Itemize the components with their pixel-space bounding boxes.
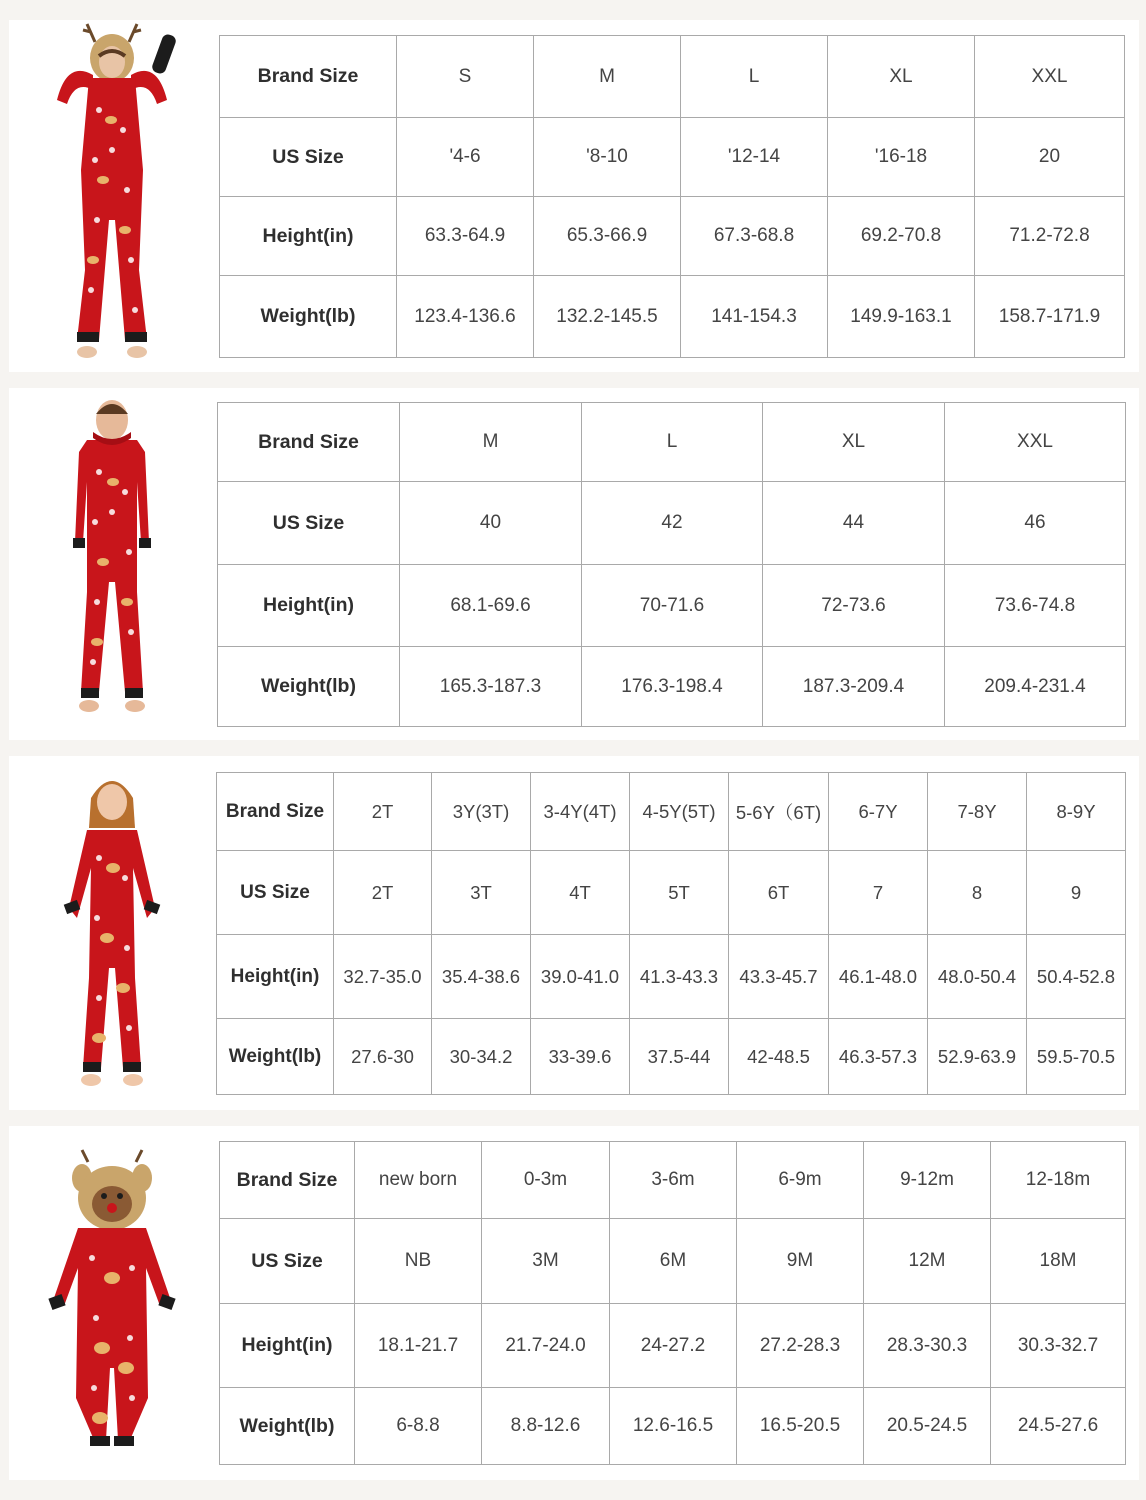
table-cell: S [397, 36, 534, 118]
row-label: US Size [217, 851, 334, 935]
girl-reindeer-onesie-image [9, 756, 214, 1110]
table-cell: 63.3-64.9 [397, 197, 534, 276]
brand-size-row [217, 773, 1126, 851]
brand-size-row [220, 1142, 1126, 1219]
table-cell: 12M [864, 1219, 991, 1304]
table-cell: 141-154.3 [681, 276, 828, 358]
row-label: Height(in) [220, 1304, 355, 1388]
table-cell: 44 [763, 482, 945, 565]
table-cell: 6-9m [737, 1142, 864, 1219]
table-cell: 24-27.2 [610, 1304, 737, 1388]
table-cell: 52.9-63.9 [928, 1019, 1027, 1095]
table-cell: XXL [975, 36, 1125, 118]
table-cell: 30.3-32.7 [991, 1304, 1126, 1388]
table-cell: L [582, 403, 763, 482]
baby-reindeer-onesie-image [9, 1126, 214, 1480]
row-label: Weight(lb) [217, 1019, 334, 1095]
table-cell: new born [355, 1142, 482, 1219]
row-label: Height(in) [218, 565, 400, 647]
table-cell: 69.2-70.8 [828, 197, 975, 276]
table-cell: XXL [945, 403, 1126, 482]
weight-row [217, 1019, 1126, 1095]
table-cell: 71.2-72.8 [975, 197, 1125, 276]
table-cell: 6M [610, 1219, 737, 1304]
size-table-baby [219, 1141, 1126, 1465]
table-cell: 132.2-145.5 [534, 276, 681, 358]
size-panel-men [9, 388, 1139, 740]
table-cell: 65.3-66.9 [534, 197, 681, 276]
table-cell: 50.4-52.8 [1027, 935, 1126, 1019]
table-cell: 3M [482, 1219, 610, 1304]
table-cell: 9-12m [864, 1142, 991, 1219]
size-panel-kids [9, 756, 1139, 1110]
row-label: Weight(lb) [220, 276, 397, 358]
table-cell: 42 [582, 482, 763, 565]
row-label: Brand Size [220, 36, 397, 118]
us-size-row [218, 482, 1126, 565]
table-cell: 72-73.6 [763, 565, 945, 647]
weight-row [218, 647, 1126, 727]
height-row [220, 1304, 1126, 1388]
table-cell: NB [355, 1219, 482, 1304]
table-cell: '4-6 [397, 118, 534, 197]
table-cell: 7-8Y [928, 773, 1027, 851]
table-cell: 8.8-12.6 [482, 1388, 610, 1465]
table-cell: 4T [531, 851, 630, 935]
table-cell: 6T [729, 851, 829, 935]
table-cell: M [534, 36, 681, 118]
table-cell: 42-48.5 [729, 1019, 829, 1095]
table-cell: 9M [737, 1219, 864, 1304]
table-cell: 20 [975, 118, 1125, 197]
table-cell: 24.5-27.6 [991, 1388, 1126, 1465]
table-cell: 39.0-41.0 [531, 935, 630, 1019]
table-cell: 59.5-70.5 [1027, 1019, 1126, 1095]
table-cell: 46.1-48.0 [829, 935, 928, 1019]
row-label: Brand Size [217, 773, 334, 851]
table-cell: 7 [829, 851, 928, 935]
us-size-row [220, 1219, 1126, 1304]
table-cell: 33-39.6 [531, 1019, 630, 1095]
us-size-row [217, 851, 1126, 935]
size-table-men [217, 402, 1126, 727]
table-cell: 73.6-74.8 [945, 565, 1126, 647]
table-cell: 43.3-45.7 [729, 935, 829, 1019]
size-panel-women [9, 20, 1139, 372]
table-cell: 27.6-30 [334, 1019, 432, 1095]
table-cell: 176.3-198.4 [582, 647, 763, 727]
table-cell: 35.4-38.6 [432, 935, 531, 1019]
table-cell: 21.7-24.0 [482, 1304, 610, 1388]
row-label: US Size [220, 118, 397, 197]
table-cell: 27.2-28.3 [737, 1304, 864, 1388]
table-cell: 20.5-24.5 [864, 1388, 991, 1465]
row-label: Brand Size [220, 1142, 355, 1219]
table-cell: 187.3-209.4 [763, 647, 945, 727]
table-cell: 48.0-50.4 [928, 935, 1027, 1019]
table-cell: 209.4-231.4 [945, 647, 1126, 727]
table-cell: '12-14 [681, 118, 828, 197]
woman-reindeer-onesie-image [9, 20, 214, 372]
table-cell: 5T [630, 851, 729, 935]
brand-size-row [220, 36, 1125, 118]
row-label: Weight(lb) [218, 647, 400, 727]
height-row [217, 935, 1126, 1019]
table-cell: 6-8.8 [355, 1388, 482, 1465]
row-label: Height(in) [217, 935, 334, 1019]
table-cell: 0-3m [482, 1142, 610, 1219]
table-cell: 18M [991, 1219, 1126, 1304]
table-cell: XL [763, 403, 945, 482]
table-cell: '16-18 [828, 118, 975, 197]
table-cell: 70-71.6 [582, 565, 763, 647]
table-cell: 8 [928, 851, 1027, 935]
table-cell: 18.1-21.7 [355, 1304, 482, 1388]
row-label: Brand Size [218, 403, 400, 482]
table-cell: 37.5-44 [630, 1019, 729, 1095]
weight-row [220, 276, 1125, 358]
table-cell: 2T [334, 851, 432, 935]
table-cell: 46 [945, 482, 1126, 565]
table-cell: 3-6m [610, 1142, 737, 1219]
table-cell: 68.1-69.6 [400, 565, 582, 647]
table-cell: 9 [1027, 851, 1126, 935]
height-row [218, 565, 1126, 647]
weight-row [220, 1388, 1126, 1465]
table-cell: 41.3-43.3 [630, 935, 729, 1019]
table-cell: 46.3-57.3 [829, 1019, 928, 1095]
height-row [220, 197, 1125, 276]
table-cell: '8-10 [534, 118, 681, 197]
brand-size-row [218, 403, 1126, 482]
table-cell: M [400, 403, 582, 482]
table-cell: 5-6Y（6T) [729, 773, 829, 851]
table-cell: 30-34.2 [432, 1019, 531, 1095]
table-cell: 149.9-163.1 [828, 276, 975, 358]
table-cell: 12-18m [991, 1142, 1126, 1219]
row-label: Weight(lb) [220, 1388, 355, 1465]
table-cell: 6-7Y [829, 773, 928, 851]
size-panel-baby [9, 1126, 1139, 1480]
table-cell: 158.7-171.9 [975, 276, 1125, 358]
row-label: Height(in) [220, 197, 397, 276]
table-cell: XL [828, 36, 975, 118]
table-cell: 3T [432, 851, 531, 935]
table-cell: 12.6-16.5 [610, 1388, 737, 1465]
size-table-women [219, 35, 1125, 358]
table-cell: 4-5Y(5T) [630, 773, 729, 851]
row-label: US Size [220, 1219, 355, 1304]
table-cell: 8-9Y [1027, 773, 1126, 851]
table-cell: 3-4Y(4T) [531, 773, 630, 851]
table-cell: 3Y(3T) [432, 773, 531, 851]
table-cell: 28.3-30.3 [864, 1304, 991, 1388]
table-cell: 32.7-35.0 [334, 935, 432, 1019]
table-cell: 123.4-136.6 [397, 276, 534, 358]
row-label: US Size [218, 482, 400, 565]
table-cell: 165.3-187.3 [400, 647, 582, 727]
table-cell: 67.3-68.8 [681, 197, 828, 276]
size-table-kids [216, 772, 1126, 1095]
table-cell: 40 [400, 482, 582, 565]
table-cell: 16.5-20.5 [737, 1388, 864, 1465]
us-size-row [220, 118, 1125, 197]
man-reindeer-onesie-image [9, 388, 214, 740]
table-cell: L [681, 36, 828, 118]
table-cell: 2T [334, 773, 432, 851]
